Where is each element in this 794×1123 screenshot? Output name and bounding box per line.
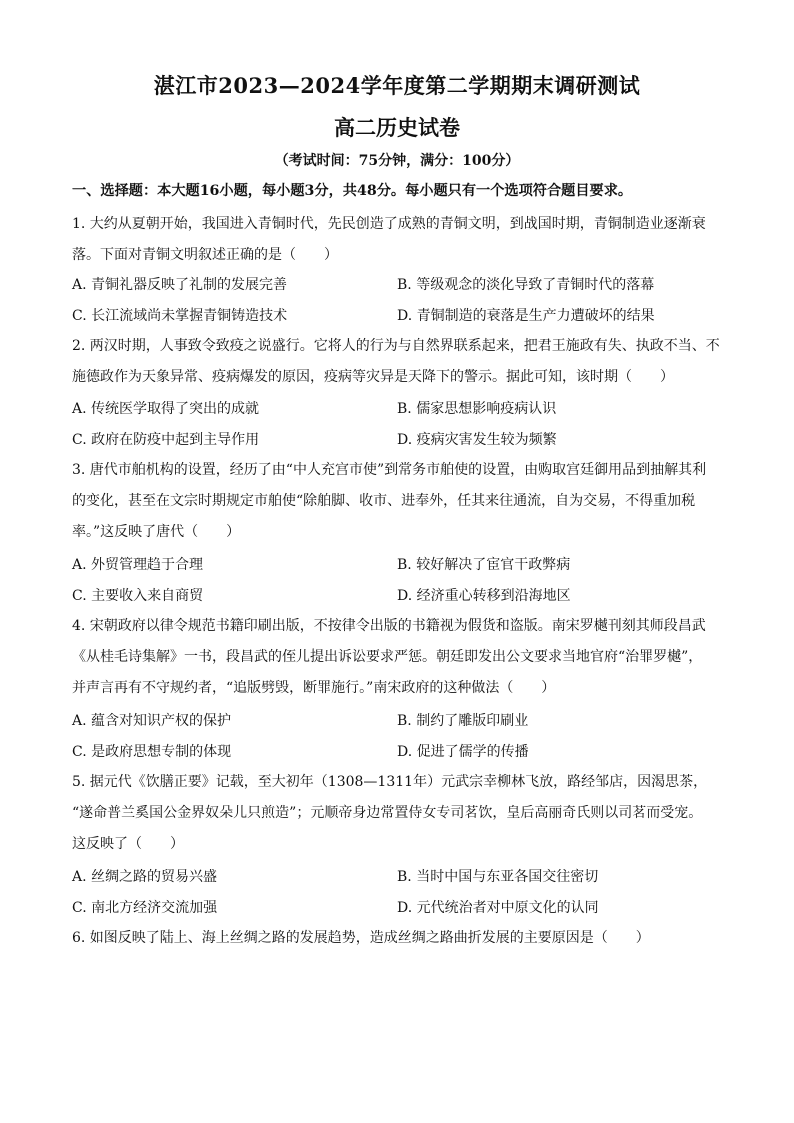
stem-line: 率。”这反映了唐代（ ） bbox=[72, 524, 241, 540]
question-2-option-a: A. 传统医学取得了突出的成就 bbox=[72, 401, 260, 417]
question-3-stem bbox=[72, 455, 732, 548]
question-4-option-c: C. 是政府思想专制的体现 bbox=[72, 744, 232, 760]
stem-line: 的变化，甚至在文宗时期规定市舶使“除舶脚、收市、进奉外，任其来往通流，自为交易，不得重加税 bbox=[72, 493, 696, 509]
stem-line: 6. 如图反映了陆上、海上丝绸之路的发展趋势，造成丝绸之路曲折发展的主要原因是（ ） bbox=[72, 930, 650, 946]
stem-line: 施德政作为天象异常、疫病爆发的原因，疫病等灾异是天降下的警示。据此可知，该时期（ ） bbox=[72, 369, 674, 385]
question-1-option-d: D. 青铜制造的衰落是生产力遭破坏的结果 bbox=[397, 308, 655, 324]
stem-line: “遂命普兰奚国公金界奴朵儿只煎造”；元顺帝身边常置侍女专司茗饮，皇后高丽奇氏则以司茗而受宠。 bbox=[72, 805, 703, 821]
stem-line: 5. 据元代《饮膳正要》记载，至大初年（1308—1311年）元武宗幸柳林飞放，路经邹店，因渴思茶， bbox=[72, 774, 708, 790]
stem-line: 这反映了（ ） bbox=[72, 836, 184, 852]
question-5-option-a: A. 丝绸之路的贸易兴盛 bbox=[72, 869, 218, 885]
stem-line: 1. 大约从夏朝开始，我国进入青铜时代，先民创造了成熟的青铜文明，到战国时期，青铜制造业逐渐衰 bbox=[72, 216, 706, 232]
stem-line: 3. 唐代市舶机构的设置，经历了由“中人充宫市使”到常务市舶使的设置，由购取宫廷御用品到抽解其利 bbox=[72, 462, 707, 478]
stem-line: 并声言再有不守规约者，“追版劈毁，断罪施行。”南宋政府的这种做法（ ） bbox=[72, 680, 556, 696]
stem-line: 落。下面对青铜文明叙述正确的是（ ） bbox=[72, 247, 338, 263]
question-5-stem bbox=[72, 767, 732, 860]
question-4-option-b: B. 制约了雕版印刷业 bbox=[397, 713, 529, 729]
question-5-option-b: B. 当时中国与东亚各国交往密切 bbox=[397, 869, 599, 885]
question-1-option-b: B. 等级观念的淡化导致了青铜时代的落幕 bbox=[397, 277, 655, 293]
question-5-option-d: D. 元代统治者对中原文化的认同 bbox=[397, 900, 599, 916]
question-3-option-c: C. 主要收入来自商贸 bbox=[72, 588, 204, 604]
exam-title: 湛江市2023—2024学年度第二学期期末调研测试 bbox=[153, 73, 641, 98]
stem-line: 《从桂毛诗集解》一书，段昌武的侄儿提出诉讼要求严惩。朝廷即发出公文要求当地官府“治罪罗樾”， bbox=[72, 649, 703, 665]
question-3-option-b: B. 较好解决了宦官干政弊病 bbox=[397, 557, 571, 573]
exam-subtitle: 高二历史试卷 bbox=[334, 115, 460, 140]
stem-line: 2. 两汉时期，人事致令致疫之说盛行。它将人的行为与自然界联系起来，把君王施政有失、执政不当、不 bbox=[72, 338, 720, 354]
question-5-option-c: C. 南北方经济交流加强 bbox=[72, 900, 218, 916]
question-3-option-d: D. 经济重心转移到沿海地区 bbox=[397, 588, 571, 604]
question-6-stem bbox=[72, 923, 732, 954]
question-2-option-c: C. 政府在防疫中起到主导作用 bbox=[72, 432, 260, 448]
section-heading: 一、选择题：本大题16小题，每小题3分，共48分。每小题只有一个选项符合题目要求。 bbox=[72, 183, 633, 199]
question-1-option-a: A. 青铜礼器反映了礼制的发展完善 bbox=[72, 277, 288, 293]
exam-info: （考试时间：75分钟，满分：100分） bbox=[274, 153, 520, 169]
question-4-option-d: D. 促进了儒学的传播 bbox=[397, 744, 529, 760]
question-2-option-d: D. 疫病灾害发生较为频繁 bbox=[397, 432, 557, 448]
question-2-stem bbox=[72, 331, 732, 393]
question-1-option-c: C. 长江流域尚未掌握青铜铸造技术 bbox=[72, 308, 288, 324]
question-3-option-a: A. 外贸管理趋于合理 bbox=[72, 557, 204, 573]
question-2-option-b: B. 儒家思想影响疫病认识 bbox=[397, 401, 557, 417]
question-4-option-a: A. 蕴含对知识产权的保护 bbox=[72, 713, 232, 729]
question-4-stem bbox=[72, 611, 732, 704]
stem-line: 4. 宋朝政府以律令规范书籍印刷出版，不按律令出版的书籍视为假货和盗版。南宋罗樾刊刻其师段昌武 bbox=[72, 618, 706, 634]
question-1-stem bbox=[72, 209, 732, 271]
